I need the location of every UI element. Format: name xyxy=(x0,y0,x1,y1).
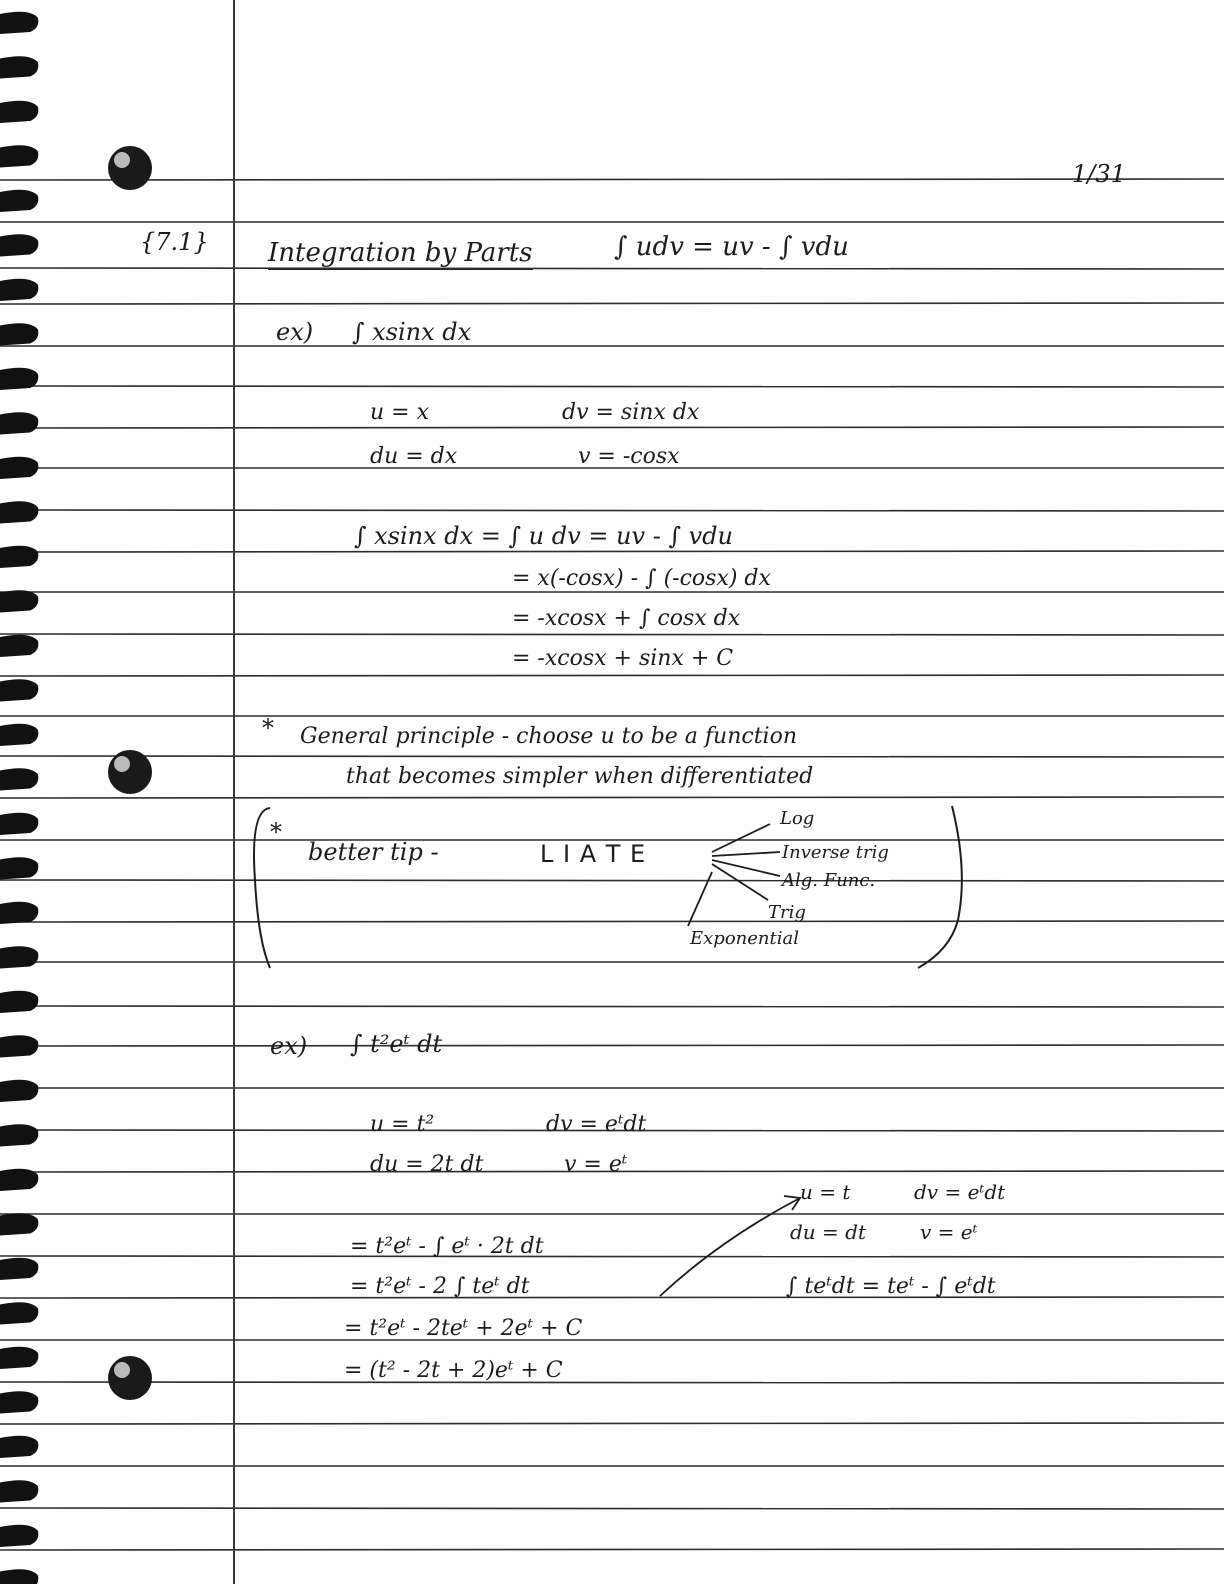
spiral-coil-icon xyxy=(0,145,38,167)
ruled-line xyxy=(0,675,1224,676)
hole-punch-icon xyxy=(108,146,152,190)
spiral-coil-icon xyxy=(0,12,38,34)
spiral-coil-icon xyxy=(0,1525,38,1547)
spiral-coil-icon xyxy=(0,946,38,968)
side-result: ∫ teᵗdt = teᵗ - ∫ eᵗdt xyxy=(786,1274,996,1299)
spiral-coil-icon xyxy=(0,1169,38,1191)
principle-line1: General principle - choose u to be a function xyxy=(300,724,797,749)
spiral-coil-icon xyxy=(0,1302,38,1324)
side-u: u = t xyxy=(800,1180,851,1204)
spiral-coil-icon xyxy=(0,56,38,78)
spiral-coil-icon xyxy=(0,101,38,123)
spiral-coil-icon xyxy=(0,323,38,345)
page-date: 1/31 xyxy=(1072,160,1126,188)
liate-item-inverse-trig: Inverse trig xyxy=(782,842,889,863)
parts-formula: ∫ udv = uv - ∫ vdu xyxy=(614,232,849,262)
example2-v: v = eᵗ xyxy=(564,1152,628,1177)
ruled-line xyxy=(0,1549,1224,1550)
arrow-icon xyxy=(660,1196,800,1296)
ruled-line xyxy=(0,427,1224,428)
example1-step: = -xcosx + ∫ cosx dx xyxy=(512,606,741,631)
spiral-coil-icon xyxy=(0,635,38,657)
ruled-line xyxy=(0,179,1224,180)
spiral-coil-icon xyxy=(0,501,38,523)
example2-du: du = 2t dt xyxy=(370,1152,484,1177)
tip-label: better tip - xyxy=(308,838,439,866)
liate-acronym: L I A T E xyxy=(540,840,647,868)
spiral-coil-icon xyxy=(0,1391,38,1413)
example1-v: v = -cosx xyxy=(578,444,680,469)
liate-item-trig: Trig xyxy=(768,902,806,923)
section-number: {7.1} xyxy=(140,228,209,256)
spiral-coil-icon xyxy=(0,1569,38,1584)
liate-item-exponential: Exponential xyxy=(690,928,799,949)
example2-u: u = t² xyxy=(370,1112,435,1137)
ruled-line xyxy=(0,634,1224,635)
principle-line2: that becomes simpler when differentiated xyxy=(346,764,814,789)
example2-dv: dv = eᵗdt xyxy=(546,1112,647,1137)
ruled-line xyxy=(0,1382,1224,1383)
ruled-line xyxy=(0,1045,1224,1046)
example1-u: u = x xyxy=(370,400,429,425)
spiral-coil-icon xyxy=(0,1436,38,1458)
spiral-coil-icon xyxy=(0,768,38,790)
example1-step: = -xcosx + sinx + C xyxy=(512,646,734,671)
side-du: du = dt xyxy=(790,1220,866,1244)
ruled-line xyxy=(0,1423,1224,1424)
spiral-coil-icon xyxy=(0,857,38,879)
ruled-line xyxy=(0,1508,1224,1509)
ruled-line xyxy=(0,303,1224,304)
example1-step: ∫ xsinx dx = ∫ u dv = uv - ∫ vdu xyxy=(354,522,733,550)
liate-item-log: Log xyxy=(780,808,815,829)
spiral-coil-icon xyxy=(0,368,38,390)
side-dv: dv = eᵗdt xyxy=(914,1180,1006,1204)
example1-problem: ∫ xsinx dx xyxy=(352,318,472,346)
spiral-coil-icon xyxy=(0,546,38,568)
example2-step: = t²eᵗ - ∫ eᵗ · 2t dt xyxy=(350,1234,544,1259)
example1-step: = x(-cosx) - ∫ (-cosx) dx xyxy=(512,566,771,591)
example1-du: du = dx xyxy=(370,444,458,469)
example2-label: ex) xyxy=(270,1032,308,1060)
spiral-coil-icon xyxy=(0,1080,38,1102)
spiral-coil-icon xyxy=(0,813,38,835)
side-v: v = eᵗ xyxy=(920,1220,978,1244)
example2-step: = (t² - 2t + 2)eᵗ + C xyxy=(344,1358,563,1383)
ruled-line xyxy=(0,797,1224,798)
spiral-coil-icon xyxy=(0,590,38,612)
ruled-line xyxy=(0,268,1224,269)
tip-star-icon: * xyxy=(270,818,282,846)
spiral-coil-icon xyxy=(0,902,38,924)
left-bracket xyxy=(254,808,270,968)
example2-problem: ∫ t²eᵗ dt xyxy=(350,1030,443,1058)
ruled-line xyxy=(0,551,1224,552)
spiral-coil-icon xyxy=(0,1035,38,1057)
spiral-coil-icon xyxy=(0,991,38,1013)
ruled-line xyxy=(0,510,1224,511)
spiral-coil-icon xyxy=(0,279,38,301)
example2-step: = t²eᵗ - 2teᵗ + 2eᵗ + C xyxy=(344,1316,583,1341)
page-title: Integration by Parts xyxy=(268,238,533,268)
spiral-coil-icon xyxy=(0,412,38,434)
hole-punch-icons xyxy=(108,146,152,1400)
spiral-coil-icon xyxy=(0,234,38,256)
spiral-coil-icon xyxy=(0,190,38,212)
ruled-line xyxy=(0,756,1224,757)
spiral-coil-icon xyxy=(0,679,38,701)
example2-step: = t²eᵗ - 2 ∫ teᵗ dt xyxy=(350,1274,530,1299)
spiral-coil-icon xyxy=(0,1258,38,1280)
ruled-line xyxy=(0,921,1224,922)
example1-label: ex) xyxy=(276,318,314,346)
hole-punch-icon xyxy=(108,750,152,794)
example1-dv: dv = sinx dx xyxy=(562,400,700,425)
ruled-line xyxy=(0,1006,1224,1007)
spiral-coil-icon xyxy=(0,457,38,479)
ruled-line xyxy=(0,1256,1224,1257)
ruled-line xyxy=(0,1297,1224,1298)
spiral-coil-icon xyxy=(0,1347,38,1369)
ruled-line xyxy=(0,880,1224,881)
liate-item-algebraic: Alg. Func. xyxy=(782,870,876,891)
hole-punch-icon xyxy=(108,1356,152,1400)
spiral-coil-icon xyxy=(0,1213,38,1235)
ruled-line xyxy=(0,386,1224,387)
right-bracket xyxy=(918,806,962,968)
spiral-coil-icon xyxy=(0,1124,38,1146)
spiral-coil-icon xyxy=(0,724,38,746)
principle-star-icon: * xyxy=(262,714,274,742)
spiral-coil-icon xyxy=(0,1480,38,1502)
